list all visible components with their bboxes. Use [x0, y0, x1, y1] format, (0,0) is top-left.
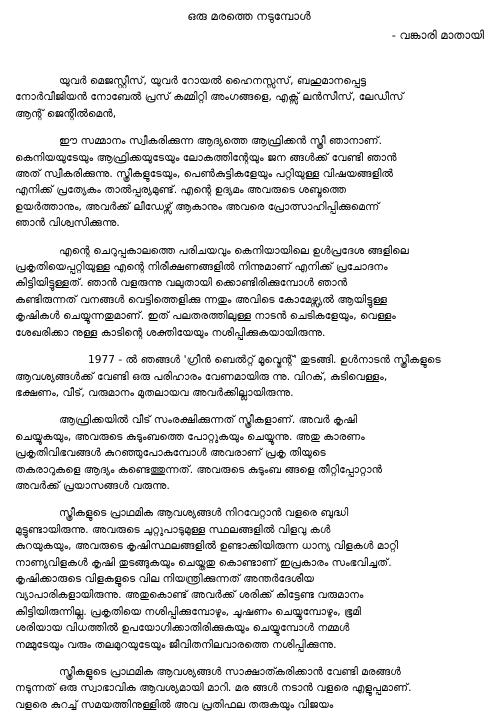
text-line: സ്ത്രീകളുടെ പ്രാഥമിക ആവശ്യങ്ങൾ സാക്ഷാത്കരിക്കാൻ വേണ്ടി മരങ്ങൾ [59, 666, 401, 678]
text-line: ചെയ്യുകയും, അവരുടെ കുടുംബത്തെ പോറ്റുകയും ചെയ്യുന്നു. അതു കാരണം [15, 430, 365, 443]
paragraph [15, 412, 482, 494]
author-line: - വങ്കാരി മാതായി [391, 28, 484, 42]
paragraph [15, 133, 482, 231]
paragraph [15, 73, 482, 122]
text-line: കിട്ടിയിട്ടുള്ളത്. ഞാൻ വളരുന്നു വലുതായി ക്കൊണ്ടിരിക്കുമ്പോൾ ഞാൻ [15, 277, 348, 290]
text-line: നാണ്യവിളകൾ കൃഷി തുടങ്ങുകയും ചെയ്തതു കൊണ്ടാണ് ഇപ്രകാരം സംഭവിച്ചത്. [15, 556, 392, 569]
text-line: പ്രകൃതിയെപ്പറ്റിയുള്ള എന്റെ നിരീക്ഷണങ്ങളിൽ നിന്നുമാണ് എനിക്ക് പ്രചോദനം [15, 261, 388, 274]
paragraph [15, 352, 482, 401]
text-line: ഈ സമ്മാനം സ്വീകരിക്കുന്ന ആദ്യത്തെ ആഫ്രിക്കൻ സ്ത്രീ ഞാനാണ്. [59, 135, 383, 148]
text-line: മുട്ടുണ്ടായിരുന്നു. അവരുടെ ചുറ്റുപാടുമുള്ള സ്ഥലങ്ങളിൽ വിളവു കൾ [15, 523, 331, 536]
paragraph [15, 505, 482, 653]
text-line: ഞാൻ വിശ്വസിക്കുന്നു. [15, 217, 120, 230]
text-line: യുവർ മെജസ്റ്റീസ്, യുവർ റോയൽ ഹൈനസ്സസ്, ബഹുമാനപ്പെട്ട [59, 75, 367, 87]
text-line: നടുന്നത് ഒരു സ്വാഭാവിക ആവശ്യമായി മാറി. മര ങ്ങൾ നടാൻ വളരെ എളുപ്പമാണ്. [15, 682, 412, 695]
text-line: നമ്മുടേയും വരും തലമുറയുടേയും ജീവിതനിലവാരത്തെ നശിപ്പിക്കുന്നു. [15, 638, 337, 651]
text-line: തകരാറുകളെ ആദ്യം കണ്ടെത്തുന്നത്. അവരുടെ കുടുംബ ങ്ങളെ തീറ്റിപ്പോറ്റാൻ [15, 463, 383, 476]
text-line: ഭക്ഷണം, വീട്, വരുമാനം മുതലായവ അവർക്കില്ലായിരുന്നു. [15, 386, 294, 399]
text-line: സ്ത്രീകളുടെ പ്രാഥമിക ആവശ്യങ്ങൾ നിറവേറ്റാൻ വളരെ ബുദ്ധി [59, 507, 349, 520]
text-line: വളരെ കുറച്ച് സമയത്തിനുള്ളിൽ അവ പ്രതിഫല തരുകയും വിജയം [15, 698, 334, 711]
paragraph-gap [15, 232, 482, 243]
text-line: കിട്ടിയിരുന്നില്ല. പ്രകൃതിയെ നശിപ്പിക്കുമ്പോഴും, ചൂഷണം ചെയ്യുമ്പോഴും, ഭൂമി [15, 605, 361, 618]
document-title: ഒരു മരത്തെ നടുമ്പോൾ [187, 9, 311, 23]
text-line: എന്റെ ചെറുപ്പകാലത്തെ പരിചയവും കെനിയായിലെ ഉൾപ്രദേശ ങ്ങളിലെ [59, 244, 409, 257]
text-line: ആവശ്യങ്ങൾക്ക് വേണ്ടി ഒരു പരിഹാരം വേണമായിരു ന്നു. വിറക്, കുടിവെള്ളം, [15, 370, 388, 383]
paragraph-gap [15, 122, 482, 133]
text-line: പ്രകൃതിവിഭവങ്ങൾ കുറഞ്ഞുപോകുമ്പോൾ അവരാണ് പ്രകൃ തിയുടെ [15, 447, 326, 460]
text-line: കണ്ടിരുന്നത് വനങ്ങൾ വെട്ടിത്തെളിക്കു ന്നതും അവിടെ കോമേഴ്സ്യൽ ആയിട്ടുള്ള [15, 293, 388, 306]
paragraph [15, 664, 482, 713]
text-line: വ്യാപാരികളായിരുന്നു. അതുകൊണ്ട് അവർക്ക് ശരിക്ക് കിട്ടേണ്ട വരുമാനം [15, 589, 364, 602]
paragraph-gap [15, 401, 482, 412]
text-line: നോർവീജിയൻ നോബേൽ പ്രസ് കമ്മിറ്റി അംഗങ്ങളെ, എക്സ് ലൻസീസ്, ലേഡീസ് [15, 91, 404, 104]
text-line: കുറയുകയും, അവരുടെ കൃഷിസ്ഥലങ്ങളിൽ ഉണ്ടാക്കിയിരുന്ന ധാന്യ വിളകൾ മാറ്റി [15, 540, 399, 553]
paragraph-gap [15, 341, 482, 352]
text-line: 1977 - ൽ ഞങ്ങൾ 'ഗ്രീൻ ബെൽറ്റ് മൂവ്മെന്റ്' തുടങ്ങി. ഉൾനാടൻ സ്ത്രീകളുടെ [88, 354, 441, 367]
text-line: ശരിയായ വിധത്തിൽ ഉപയോഗിക്കാതിരിക്കുകയും ചെയ്യുമ്പോൾ നമ്മൾ [15, 622, 350, 635]
paragraph-gap [15, 494, 482, 505]
document-body [0, 73, 498, 713]
text-line: എനിക്ക് പ്രത്യേകം താൽപ്പര്യമുണ്ട്. എന്റെ ഉദ്യമം അവരുടെ ശബ്ദത്തെ [15, 184, 347, 197]
text-line: ആഫ്രിക്കയിൽ വീട് സംരക്ഷിക്കുന്നത് സ്ത്രീകളാണ്. അവർ കൃഷി [59, 414, 358, 427]
text-line: ഉയർത്താനും, അവർക്ക് ലീഡേഴ്സ് ആകാനും അവരെ പ്രോത്സാഹിപ്പിക്കുമെന്ന് [15, 200, 380, 213]
text-line: ശേഖരിക്കാ നുള്ള കാടിന്റെ ശക്തിയേയും നശിപ്പിക്കുകയായിരുന്നു. [15, 326, 326, 339]
paragraph-gap [15, 653, 482, 664]
text-line: കൃഷികൾ ചെയ്യുന്നതുമാണ്. ഇത് പലതരത്തിലുള്ള നാടൻ ചെടികളേയും, വെള്ളം [15, 310, 396, 323]
paragraph [15, 243, 482, 341]
text-line: ആന്റ് ജെന്റിൽമെൻ, [15, 107, 117, 120]
text-line: അവർക്ക് പ്രയാസങ്ങൾ വരുന്നു. [15, 479, 170, 492]
text-line: കെനിയയുടേയും ആഫ്രിക്കയുടേയും ലോകത്തിന്റേയും ജന ങ്ങൾക്ക് വേണ്ടി ഞാൻ [15, 151, 397, 164]
text-line: അത് സ്വീകരിക്കുന്നു. സ്ത്രീകളുടേയും, പെൺകുട്ടികളേയും പറ്റിയുള്ള വിഷയങ്ങളിൽ [15, 168, 394, 181]
text-line: കൃഷിക്കാരുടെ വിളകളുടെ വില നിയന്ത്രിക്കുന്നത് അന്തർദേശീയ [15, 572, 315, 585]
